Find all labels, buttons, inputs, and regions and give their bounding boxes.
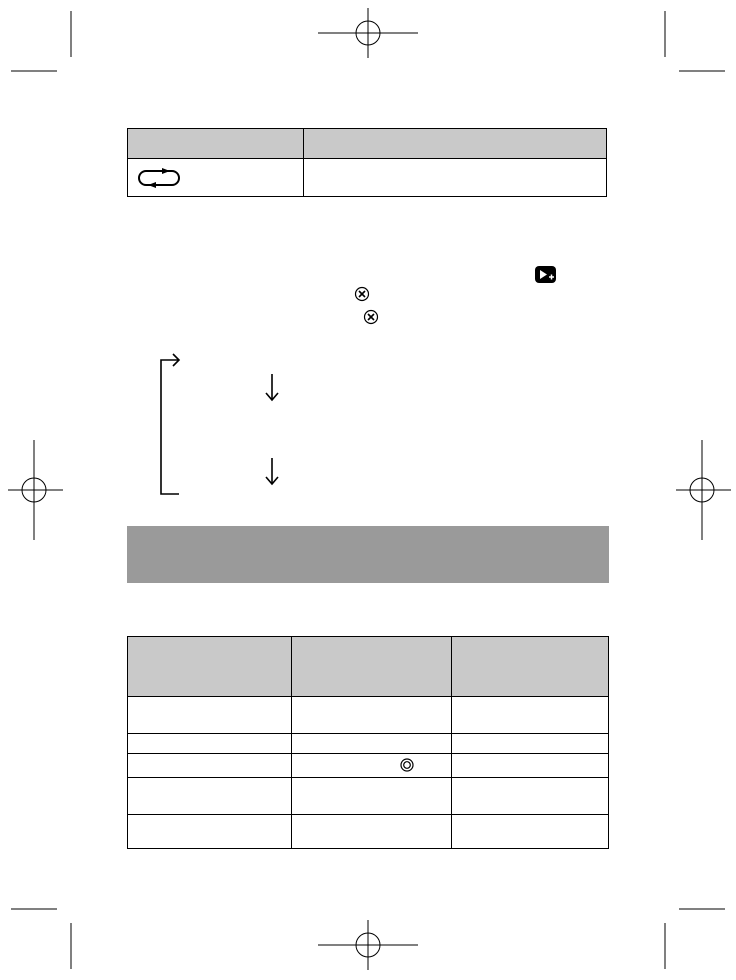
- cycle-diagram: [155, 350, 295, 500]
- circle-button-icon: [400, 758, 414, 772]
- registration-target-bottom: [318, 920, 418, 980]
- settings-table-header-cell: [128, 637, 292, 697]
- table-cell: [128, 697, 292, 734]
- table-cell: [128, 754, 292, 778]
- table-cell: [452, 754, 609, 778]
- play-plus-icon: [535, 266, 557, 284]
- registration-target-right: [676, 440, 736, 540]
- registration-target-top: [318, 8, 418, 68]
- section-banner: [127, 526, 609, 583]
- table-cell: [452, 778, 609, 815]
- table-cell: [292, 697, 452, 734]
- mode-table-icon-cell: [128, 159, 304, 197]
- table-cell: [292, 778, 452, 815]
- table-row: [128, 778, 609, 815]
- table-cell: [128, 734, 292, 754]
- table-row: [128, 815, 609, 849]
- table-cell: [128, 815, 292, 849]
- table-cell: [128, 778, 292, 815]
- mode-table: [127, 128, 607, 197]
- mode-table-row: [128, 159, 607, 197]
- table-cell: [452, 815, 609, 849]
- mode-table-header-cell: [128, 129, 304, 159]
- settings-table-header-cell: [292, 637, 452, 697]
- settings-table-header-cell: [452, 637, 609, 697]
- table-row: [128, 754, 609, 778]
- cross-button-icon: [354, 286, 370, 302]
- table-cell: [292, 754, 452, 778]
- table-cell: [292, 734, 452, 754]
- registration-target-left: [8, 440, 68, 540]
- table-row: [128, 697, 609, 734]
- table-cell: [292, 815, 452, 849]
- repeat-loop-icon: [134, 167, 184, 189]
- settings-table: [127, 636, 609, 849]
- table-row: [128, 734, 609, 754]
- cross-button-icon: [363, 309, 379, 325]
- mode-table-text-cell: [304, 159, 607, 197]
- table-cell: [452, 734, 609, 754]
- table-cell: [452, 697, 609, 734]
- mode-table-header-row: [128, 129, 607, 159]
- settings-table-header-row: [128, 637, 609, 697]
- mode-table-header-cell: [304, 129, 607, 159]
